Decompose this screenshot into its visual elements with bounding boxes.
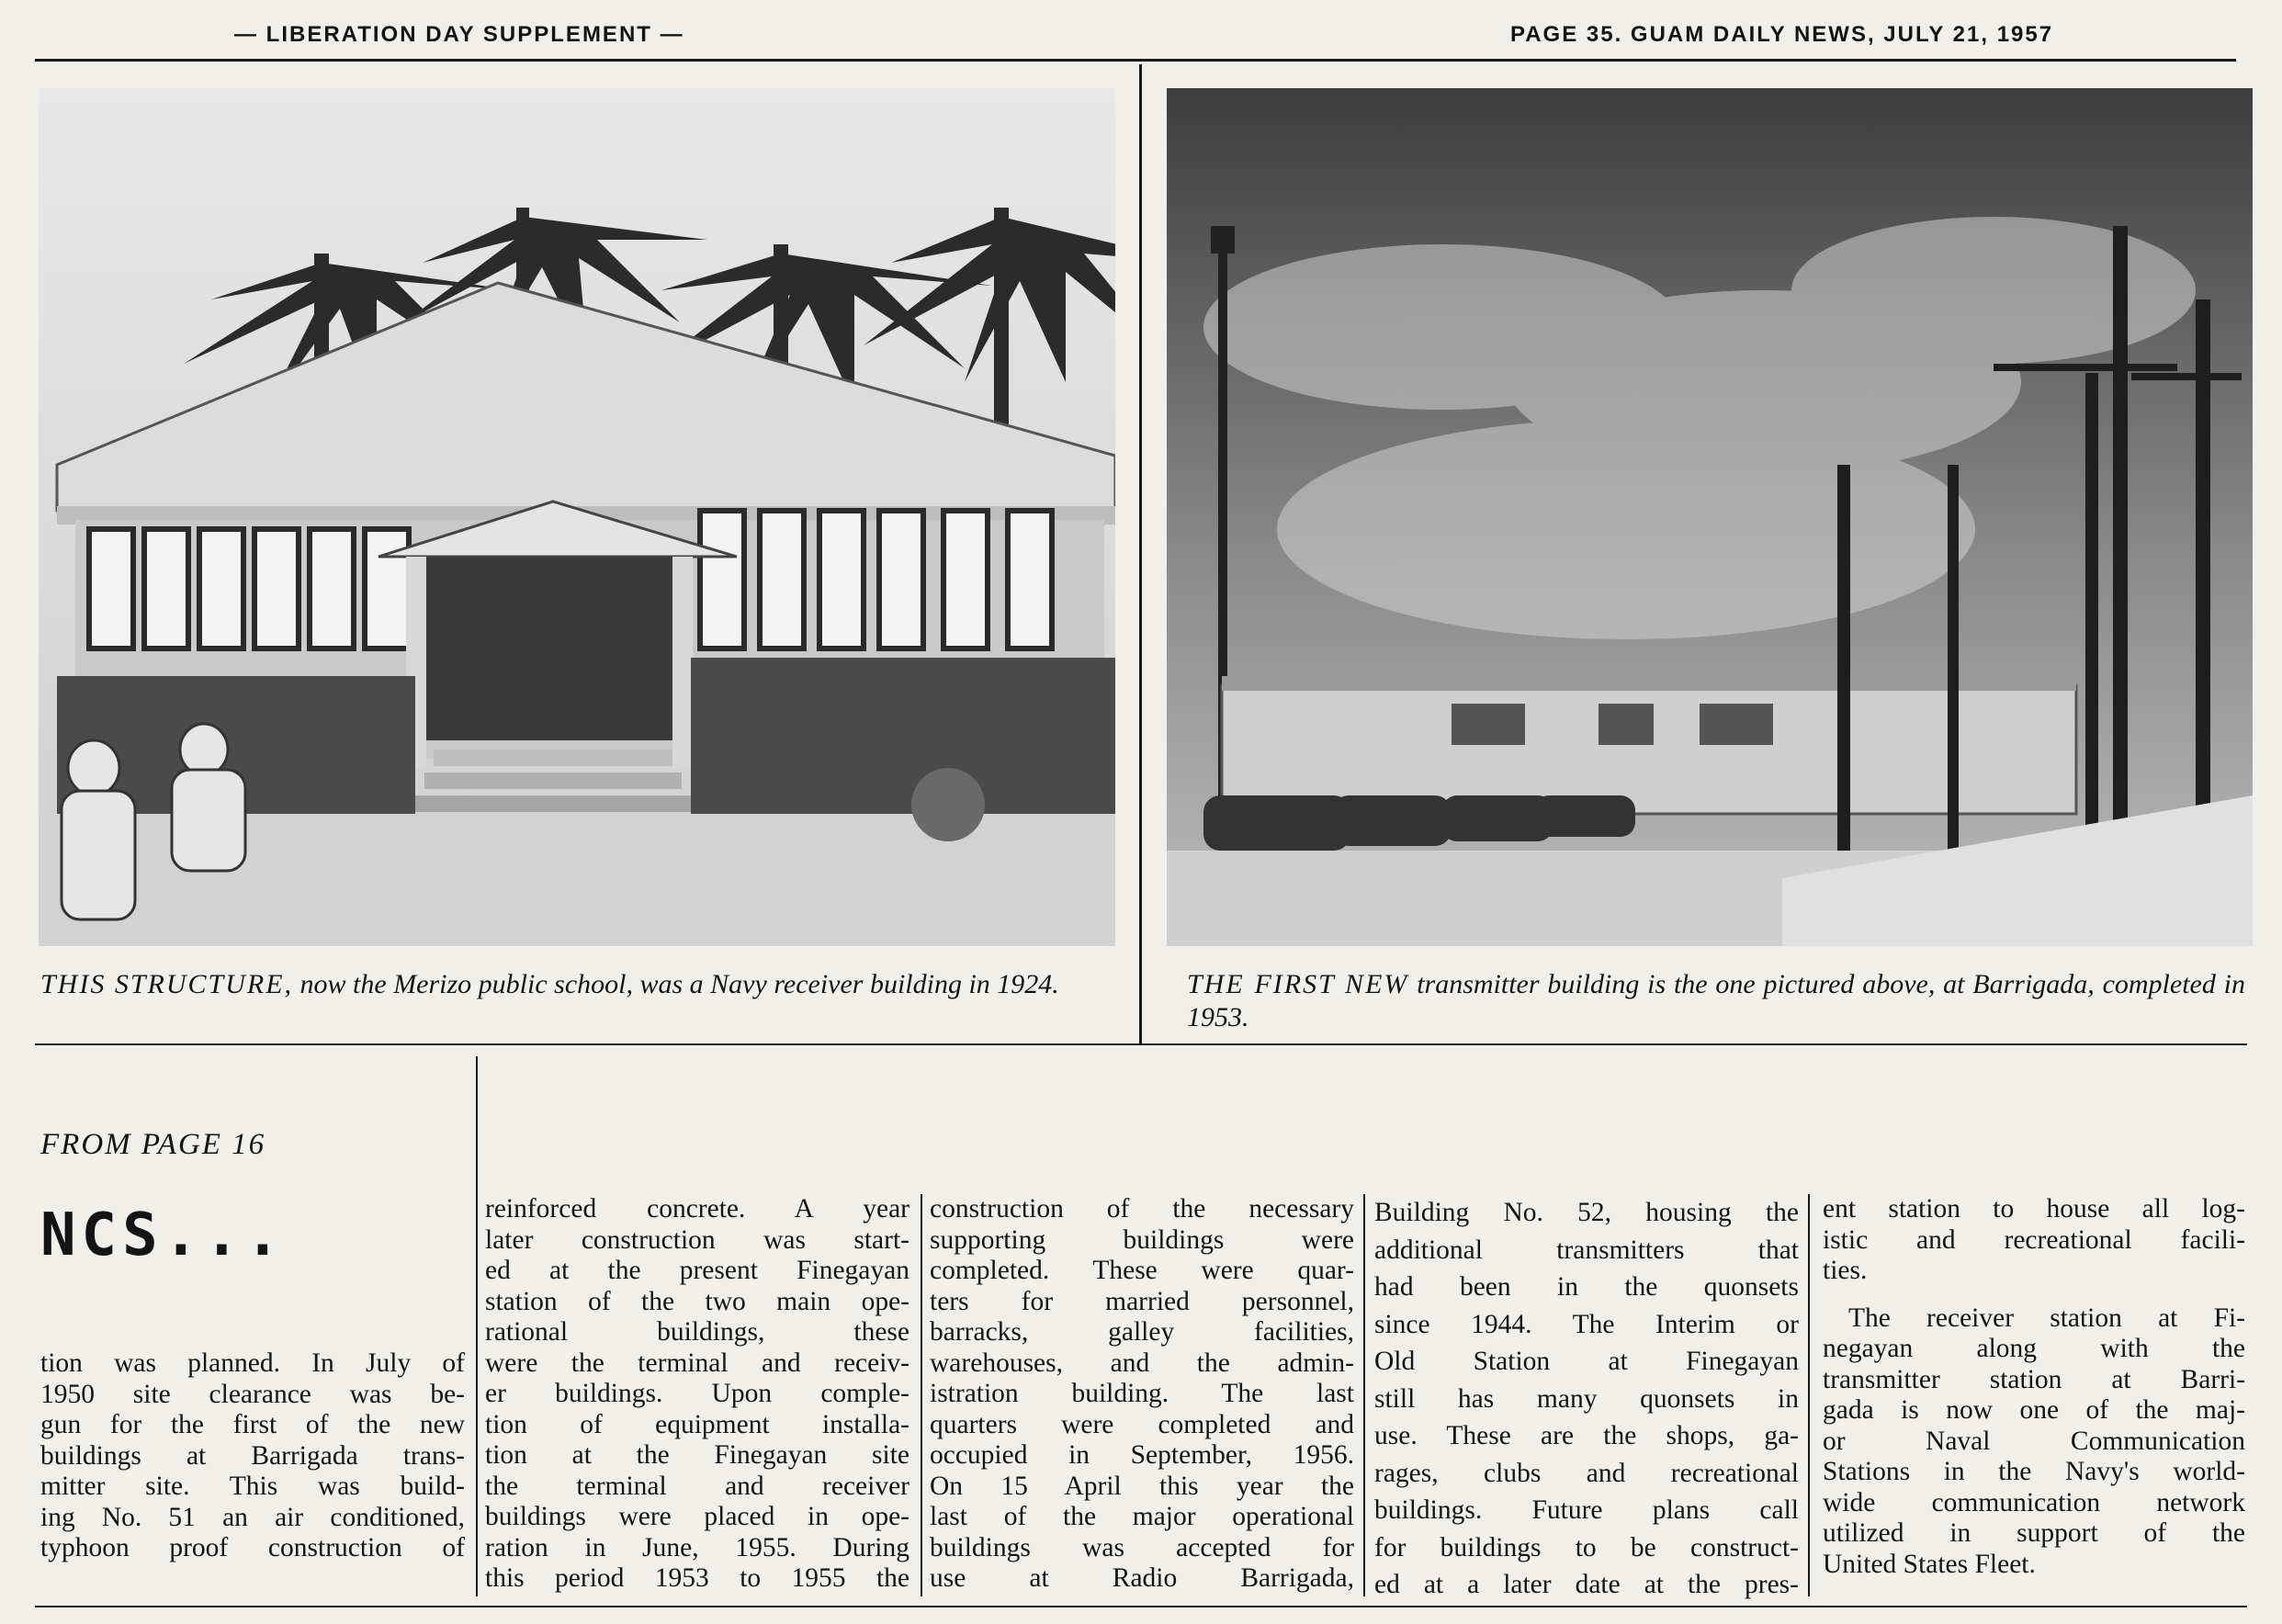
article-line: buildings. Future plans call <box>1374 1495 1799 1525</box>
article-line: tion of equipment installa- <box>485 1409 909 1439</box>
article-line: reinforced concrete. A year <box>485 1194 909 1224</box>
article-line: station of the two main ope- <box>485 1286 909 1316</box>
article-line: quarters were completed and <box>930 1409 1354 1439</box>
photo-merizo-school <box>39 88 1115 946</box>
article-line: ing No. 51 an air conditioned, <box>40 1502 465 1532</box>
article-line: Old Station at Finegayan <box>1374 1347 1799 1376</box>
article-column-3 <box>930 1194 1354 1595</box>
photo-transmitter-building <box>1167 88 2253 946</box>
article-line: additional transmitters that <box>1374 1235 1799 1265</box>
article-line: had been in the quonsets <box>1374 1272 1799 1302</box>
article-line: utilized in support of the <box>1823 1518 2245 1548</box>
page-dateline: PAGE 35. GUAM DAILY NEWS, JULY 21, 1957 <box>1510 22 2054 47</box>
article-line: 1950 site clearance was be- <box>40 1379 465 1409</box>
article-headline: NCS... <box>40 1201 287 1269</box>
article-line: wide communication network <box>1823 1487 2245 1517</box>
article-line: ed at a later date at the pres- <box>1374 1570 1799 1599</box>
article-line: typhoon proof construction of <box>40 1533 465 1562</box>
footer-rule <box>35 1606 2247 1607</box>
article-line: or Naval Communication <box>1823 1426 2245 1456</box>
column-divider <box>1808 1194 1810 1596</box>
caption-rule <box>35 1043 2247 1045</box>
photo-divider <box>1139 64 1142 1045</box>
header-rule <box>35 59 2236 62</box>
article-line: completed. These were quar- <box>930 1256 1354 1285</box>
article-column-5 <box>1823 1194 2245 1580</box>
article-line: ters for married personnel, <box>930 1286 1354 1316</box>
article-line: tion was planned. In July of <box>40 1348 465 1378</box>
article-line: barracks, galley facilities, <box>930 1317 1354 1347</box>
article-line: occupied in September, 1956. <box>930 1440 1354 1470</box>
article-column-1 <box>40 1348 465 1564</box>
article-line: the terminal and receiver <box>485 1471 909 1501</box>
article-line: supporting buildings were <box>930 1224 1354 1255</box>
article-kicker: FROM PAGE 16 <box>40 1128 266 1161</box>
article-column-2 <box>485 1194 909 1595</box>
caption-right-text: transmitter building is the one pictured above, at Barrigada, completed in 1953. <box>1187 969 2245 1032</box>
article-line: ent station to house all log- <box>1823 1194 2245 1224</box>
column-divider <box>921 1194 922 1596</box>
column-divider <box>1363 1194 1365 1596</box>
article-line: use. These are the shops, ga- <box>1374 1421 1799 1450</box>
article-line: Building No. 52, housing the <box>1374 1198 1799 1227</box>
article-line: construction of the necessary <box>930 1194 1354 1224</box>
article-line: still has many quonsets in <box>1374 1383 1799 1414</box>
article-line: warehouses, and the admin- <box>930 1348 1354 1378</box>
article-line: last of the major operational <box>930 1502 1354 1531</box>
article-line: transmitter station at Barri- <box>1823 1364 2245 1394</box>
article-line: United States Fleet. <box>1823 1549 2036 1579</box>
supplement-title: — LIBERATION DAY SUPPLEMENT — <box>234 22 684 47</box>
article-line: tion at the Finegayan site <box>485 1440 909 1470</box>
caption-left-lead: THIS STRUCTURE, <box>40 969 294 999</box>
article-line: ties. <box>1823 1256 1868 1285</box>
article-line: Stations in the Navy's world- <box>1823 1457 2245 1486</box>
article-line: mitter site. This was build- <box>40 1472 465 1501</box>
caption-left-text: now the Merizo public school, was a Navy receiver building in 1924. <box>299 969 1059 999</box>
article-line: rages, clubs and recreational <box>1374 1458 1799 1488</box>
article-line: istic and recreational facili- <box>1823 1224 2245 1255</box>
article-line: On 15 April this year the <box>930 1471 1354 1501</box>
article-line: use at Radio Barrigada, <box>930 1563 1354 1593</box>
article-line: ed at the present Finegayan <box>485 1256 909 1285</box>
article-line: buildings was accepted for <box>930 1532 1354 1562</box>
caption-right-lead: THE FIRST NEW <box>1187 969 1409 999</box>
article-line: istration building. The last <box>930 1379 1354 1408</box>
article-line: The receiver station at Fi- <box>1848 1303 2245 1333</box>
article-line: buildings at Barrigada trans- <box>40 1440 465 1471</box>
article-line: for buildings to be construct- <box>1374 1532 1799 1562</box>
article-line: were the terminal and receiv- <box>485 1348 909 1378</box>
article-line: rational buildings, these <box>485 1317 909 1347</box>
caption-right <box>1187 968 2245 1034</box>
column-divider <box>476 1056 478 1596</box>
caption-left <box>40 968 1106 1001</box>
article-line: er buildings. Upon comple- <box>485 1379 909 1408</box>
article-line: negayan along with the <box>1823 1334 2245 1363</box>
article-line: buildings were placed in ope- <box>485 1502 909 1531</box>
article-line: this period 1953 to 1955 the <box>485 1563 909 1593</box>
article-column-4 <box>1374 1194 1799 1604</box>
article-line: since 1944. The Interim or <box>1374 1309 1799 1339</box>
article-line: ration in June, 1955. During <box>485 1532 909 1562</box>
article-line: gada is now one of the maj- <box>1823 1395 2245 1425</box>
article-line: later construction was start- <box>485 1224 909 1255</box>
article-line: gun for the first of the new <box>40 1410 465 1439</box>
